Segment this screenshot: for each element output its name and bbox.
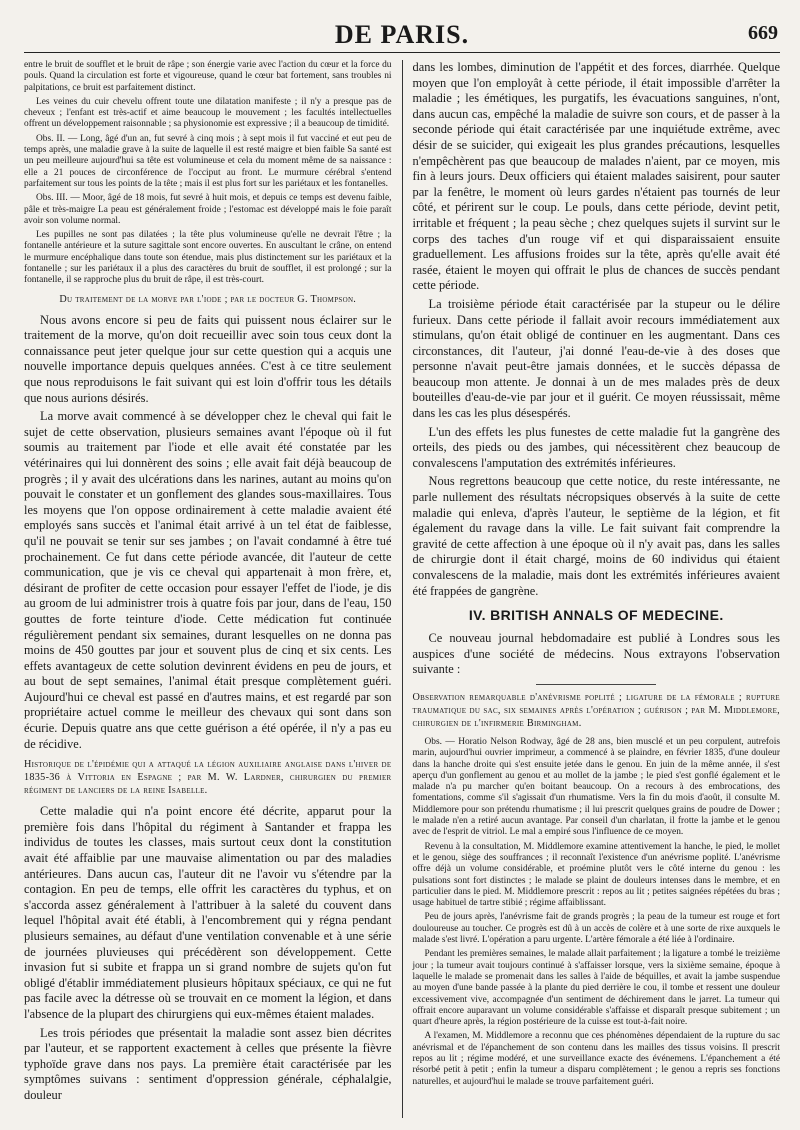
observation-2: Obs. II. — Long, âgé d'un an, fut sevré à cinq mois ; à sept mois il fut vacciné et eut peu de temps après, une maladie grave à la suite de laquelle il est resté maigre et bien faible Sa santé est un peu meilleure aujourd'hui sa tête est volumineuse et cela du moment même de sa naissance : elle a 21 pouces de circonférence de l'occiput au front. Le murmure cérébral s'entend parfaitement sur tous les points de la tête ; mais il est plus fort sur les pariétaux et les fontanelles.	[24, 133, 392, 189]
journal-title: DE PARIS.	[334, 20, 470, 49]
observation: Obs. — Horatio Nelson Rodway, âgé de 28 ans, bien musclé et un peu corpulent, autrefois marin, aujourd'hui ouvrier imprimeur, a commencé à se plaindre, en février 1835, d'une douleur dans la hanche droite qui s'est ensuite jetée dans le genou. En juin de la même année, il s'est aperçu d'un gonflement au genou et au mollet de la jambe ; le pied s'est gonflé également et le malade n'a pu marcher qu'en boitant beaucoup. On a recours à des embrocations, des fomentations, comme s'il s'agissait d'un rhumatisme. Vers la fin du mois d'août, il consulte M. Middlemore pour son prétendu rhumatisme ; il lui prescrit quelques grains de poudre de Dower ; le malade n'en a retiré aucun avantage. Par conseil d'un charlatan, il frotte la jambe et le genou avec de l'esprit de vitriol. Le mal a empiré sous l'influence de ce moyen.	[412, 736, 780, 838]
page-number: 669	[748, 22, 778, 44]
paragraph: Nous regrettons beaucoup que cette notice, du reste intéressante, ne parle nullement des résultats nécropsiques observés à la suite de cette maladie qui enleva, d'après l'auteur, le septième de la légion, et fit également du ravage dans la ville. Le fait suivant fait comprendre la gravité de cette affection à une époque où il n'y avait pas, dans les salles de chirurgie dont il était chargé, moins de 60 individus qui étaient convalescens de la maladie, mais dont les extrémités inférieures avaient été frappées de gangrène.	[412, 474, 780, 598]
section-heading-british-annals: IV. BRITISH ANNALS OF MEDECINE.	[468, 607, 724, 624]
left-column	[24, 60, 398, 1118]
paragraph: A l'examen, M. Middlemore a reconnu que ces phénomènes dépendaient de la rupture du sac anévrismal et de l'épanchement de son contenu dans les mailles des tissus voisins. Il prescrit repos au lit ; régime modéré, et une surveillance exacte des événemens. L'épanchement a été résorbé petit à petit ; enfin la tumeur a disparu complètement ; le genou a repris ses fonctions naturelles, et aujourd'hui le malade se trouve parfaitement guéri.	[412, 1031, 780, 1087]
paragraph: Les veines du cuir chevelu offrent toute une dilatation manifeste ; il n'y a presque pas de cheveux ; l'enfant est très-actif et aime beaucoup le mouvement ; les facultés intellectuelles offrent un développement raisonnable ; sa physionomie est expressive ; il a beaucoup de timidité.	[24, 96, 392, 130]
separator-rule	[536, 684, 656, 685]
masthead	[24, 14, 780, 53]
article-heading-anevrisme: Observation remarquable d'anévrisme poplité ; ligature de la fémorale ; rupture traumatique du sac, six semaines après l'opération ; guérison ; par M. Middlemore, chirurgien de l'infirmerie Birmingham.	[412, 691, 780, 729]
paragraph: La troisième période était caractérisée par la stupeur ou le délire furieux. Dans cette période il fallait avoir recours immédiatement aux stimulans, qu'on était obligé de continuer en les augmentant. Dans ces circonstances, dit l'auteur, j'ai donné l'eau-de-vie à des doses que personne n'avait peut-être jamais données, et le succès dépassa de beaucoup mon attente. Je donnai à un de mes malades près de deux bouteilles d'eau-de-vie par jour et il guérit. Ce moyen réussissait, même dans les cas les plus désespérés.	[412, 296, 780, 421]
paragraph: Ce nouveau journal hebdomadaire est publié à Londres sous les auspices d'une société de médecins. Nous extrayons l'observation suivante :	[412, 631, 780, 677]
paragraph: Pendant les premières semaines, le malade allait parfaitement ; la ligature a tombé le treizième jour ; la tumeur avait toujours continué à s'affaisser lorsque, vers la sixième semaine, époque à laquelle le malade se promenait dans les salles à l'aide de béquilles, et avait la jambe suspendue au moyen d'une bande passée à la plante du pied derrière le cou, il tombe et ressent une douleur excessivement vive, accompagnée d'un sentiment de déchirement dans le jarret. La tumeur qui offrait encore auparavant un volume considérable s'affaisse et disparaît presque subitement ; un quart d'heure après, la région postérieure de la cuisse est tout-à-fait noire.	[412, 949, 780, 1028]
article-heading-morve: Du traitement de la morve par l'iode ; par le docteur G. Thompson.	[59, 293, 357, 305]
paragraph: Peu de jours après, l'anévrisme fait de grands progrès ; la peau de la tumeur est rouge et fort douloureuse au toucher. Ce progrès est dû à un accès de colère et à une sorte de rixe auxquels le malade s'est livré. L'opération a paru urgente. L'artère fémorale a été liée à l'ordinaire.	[412, 912, 780, 946]
paragraph: Nous avons encore si peu de faits qui puissent nous éclairer sur le traitement de la morve, qu'on doit recueillir avec soin tous ceux dont la connaissance peut jeter quelque jour sur cette question qui a acquis une nouvelle importance depuis quelques années. C'est à ce titre seulement que nous reproduisons le fait suivant qui est loin d'offrir tous les détails que nous aurions désirés.	[24, 312, 392, 405]
article-heading-epidemie: Historique de l'épidémie qui a attaqué la légion auxiliaire anglaise dans l'hiver de 1835-36 à Vittoria en Espagne ; par M. W. Lardner, chirurgien du premier régiment de lanciers de la reine Isabelle.	[24, 759, 392, 797]
paragraph: La morve avait commencé à se développer chez le cheval qui fait le sujet de cette observation, plusieurs semaines avant l'époque où il fut soumis au traitement par l'iode et elle avait été constatée par les vétérinaires qui lui donnèrent des soins ; elle avait fait déjà beaucoup de progrès ; il y avait des ulcérations dans les narines, autant au moins qu'on pouvait le constater et un gonflement des glandes sous-maxillaires. Tous les moyens que l'on oppose ordinairement à cette maladie avaient été employés sans succès et l'animal était arrivé à un tel état de faiblesse, qu'il ne pouvait se tenir sur ses jambes ; on l'avait condamné à être tué prochainement. Ce fut dans cette période avancée, dit l'auteur de cette communication, que je vis ce cheval qui appartenait à mon frère, et, désirant de profiter de cette occasion pour essayer l'effet de l'iode, je dis au groom de lui administrer trois à quatre fois par jour, dans de l'eau, 150 gouttes de forte teinture d'iode. Cette médication fut continuée régulièrement pendant six semaines, durant lesquelles on ne donna pas moins de 450 gouttes par jour et souvent plus de cinq et six cents. Les effets avantageux de cette solution devinrent évidens en peu de jours, et au bout de sept semaines, l'animal était presque complètement guéri. Aujourd'hui ce cheval est passé en d'autres mains, et est regardé par son propriétaire actuel comme le meilleur des chevaux qui sont dans son écurie. Depuis quatre ans que cette guérison a été opérée, il n'y a pas eu de récidive.	[24, 409, 392, 751]
paragraph: Les trois périodes que présentait la maladie sont assez bien décrites par l'auteur, et se rapportent exactement à celles que présente la fièvre typhoïde grave dans nos pays. La première était caractérisée par les symptômes suivans : sentiment d'oppression générale, céphalalgie, douleur	[24, 1025, 392, 1102]
paragraph: Cette maladie qui n'a point encore été décrite, apparut pour la première fois dans l'hôpital du régiment à Santander et frappa les individus de toutes les classes, mais surtout ceux dont la constitution avait été affaiblie par une mauvaise alimentation ou par des maladies antérieures. Dans aucun cas, l'auteur dit ne l'avoir vu s'étendre par la contagion. En peu de temps, elle offrit les caractères du typhus, et on s'accorda assez généralement à l'attribuer à la saleté du couvent dans lequel l'hôpital avait été établi, à l'encombrement qui y régna pendant plusieurs semaines, au défaut d'une ventilation convenable et à une série de journées pluvieuses qui précédèrent son développement. Cette invasion fut si subite et frappa un si grand nombre de sujets qu'on fut obligé d'établir immédiatement plusieurs hôpitaux spéciaux, ce qui ne fut pas facile avec la détresse où se trouvait en ce moment la légion, et dans l'absence de la plupart des chirurgiens qui eux-mêmes étaient malades.	[24, 804, 392, 1021]
newspaper-page	[24, 14, 780, 1118]
right-column	[407, 60, 781, 1118]
observation-3: Obs. III. — Moor, âgé de 18 mois, fut sevré à huit mois, et depuis ce temps est devenu faible, pâle et très-maigre La peau est généralement froide ; l'estomac est développé mais le foie paraît avoir son volume normal.	[24, 193, 392, 226]
paragraph: Revenu à la consultation, M. Middlemore examine attentivement la hanche, le pied, le mollet et le genou, siège des souffrances ; il reconnaît l'existence d'un anévrisme poplité. L'anévrisme offre déjà un volume considérable, et proémine plutôt vers le côté interne du genou : les pulsations sont fort distinctes ; le malade se plaint de douleurs intenses dans le membre, et en particulier dans le pied. M. Middlemore prescrit : repos au lit ; petites saignées répétées du bras ; usage habituel de tartre stibié ; régime affaiblissant.	[412, 841, 780, 909]
column-rule	[402, 60, 403, 1118]
text-columns	[24, 60, 780, 1118]
paragraph: dans les lombes, diminution de l'appétit et des forces, diarrhée. Quelque moyen que l'on employât à cette période, il était impossible d'arrêter la maladie ; les émétiques, les purgatifs, les évacuations sanguines, n'ont, dans aucun cas, empêché la maladie de suivre son cours, et de passer à la seconde période qui était caractérisée par une inquiétude extrême, avec désir de se suicider, qui exigeait les plus grandes précautions, lesquelles n'empêchèrent pas que beaucoup de malades n'aient, par ce moyen, mis fin à leurs jours. Deux officiers qui étaient malades saisirent, pour sauter par la fenêtre, le moment où leurs gardes n'étaient pas tournés de leur côté, et périrent sur le coup. Le pouls, dans cette période, devint petit, irritable et fréquent ; la peau sèche ; chez quelques sujets il survint sur le corps des taches d'un rouge vif et qui disparaissaient ensuite graduellement. Les affusions froides sur la tête, après qu'elle avait été rasée, étaient le moyen qui offrait le plus de chances de succès pendant cette période.	[412, 60, 780, 293]
paragraph: entre le bruit de soufflet et le bruit de râpe ; son énergie varie avec l'action du cœur et la force du pouls. Quand la circulation est forte et vigoureuse, quand le cœur bat fortement, sans troubles ni palpitations, ce bruit est parfaitement distinct.	[24, 60, 392, 93]
paragraph: Les pupilles ne sont pas dilatées ; la tête plus volumineuse qu'elle ne devrait l'être ; la fontanelle antérieure et la suture sagittale sont encore ouvertes. En auscultant le crâne, on entend le murmure encéphalique dans toute son étendue, mais plus distinctement sur les pariétaux et la fontanelle ; sur les pariétaux il a plus des caractères du bruit de soufflet, il est prolongé ; sur la fontanelle, il se rapproche plus du bruit de râpe, il est très-court.	[24, 230, 392, 286]
paragraph: L'un des effets les plus funestes de cette maladie fut la gangrène des orteils, des pieds ou des jambes, qui nécessitèrent chez beaucoup de convalescens l'amputation des extrémités inférieures.	[412, 424, 780, 470]
